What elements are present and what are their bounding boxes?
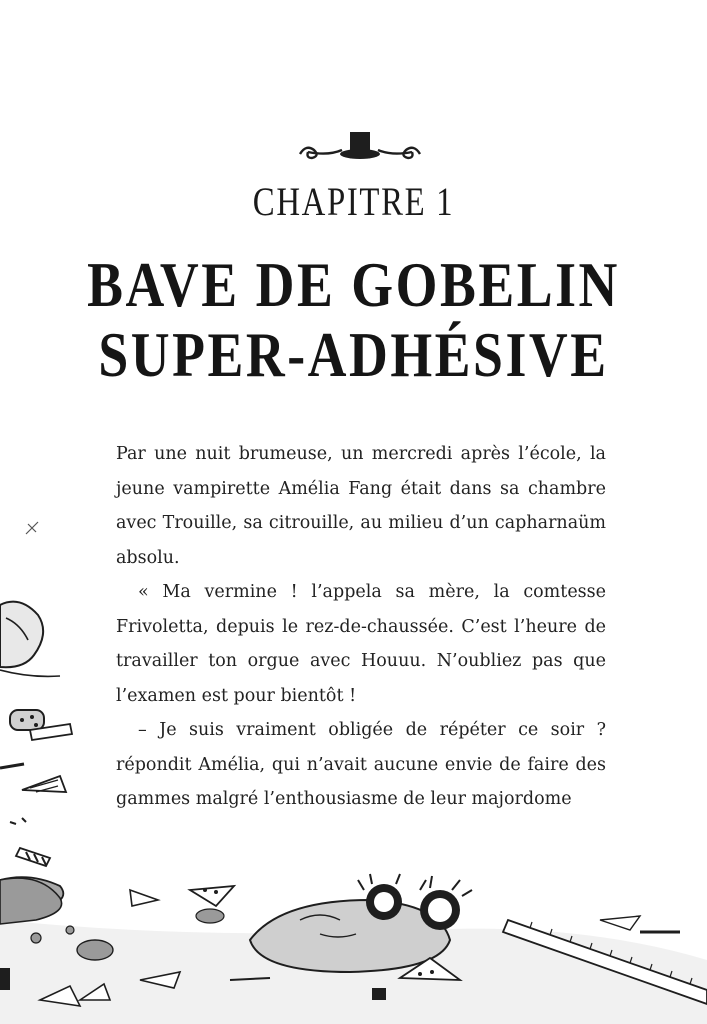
body-text [116,437,606,817]
floor-debris-illustration [0,860,707,1024]
paragraph-1: Par une nuit brumeuse, un mercredi après l’école, la jeune vampirette Amélia Fang était dans sa chambre avec Trouille, sa citrouille, au milieu d’un capharnaüm absolu. [116,444,606,568]
paragraph-2: « Ma vermine ! l’appela sa mère, la comtesse Frivoletta, depuis le rez-de-chaussée. C’est l’heure de travailler ton orgue avec Houuu. N’oubliez pas que l’examen est pour bientôt ! [116,582,606,706]
chapter-title-line-1: BAVE DE GOBELIN [87,249,620,320]
chapter-title [57,250,651,390]
chapter-label: CHAPITRE 1 [252,179,455,224]
sparkle-icon [24,520,40,536]
chapter-title-line-2: SUPER-ADHÉSIVE [98,319,609,390]
paragraph-3: – Je suis vraiment obligée de répéter ce soir ? répondit Amélia, qui n’avait aucune envie de faire des gammes malgré l’enthousiasme de leur majordome [116,720,606,809]
top-hat-ornament-icon [290,128,430,168]
